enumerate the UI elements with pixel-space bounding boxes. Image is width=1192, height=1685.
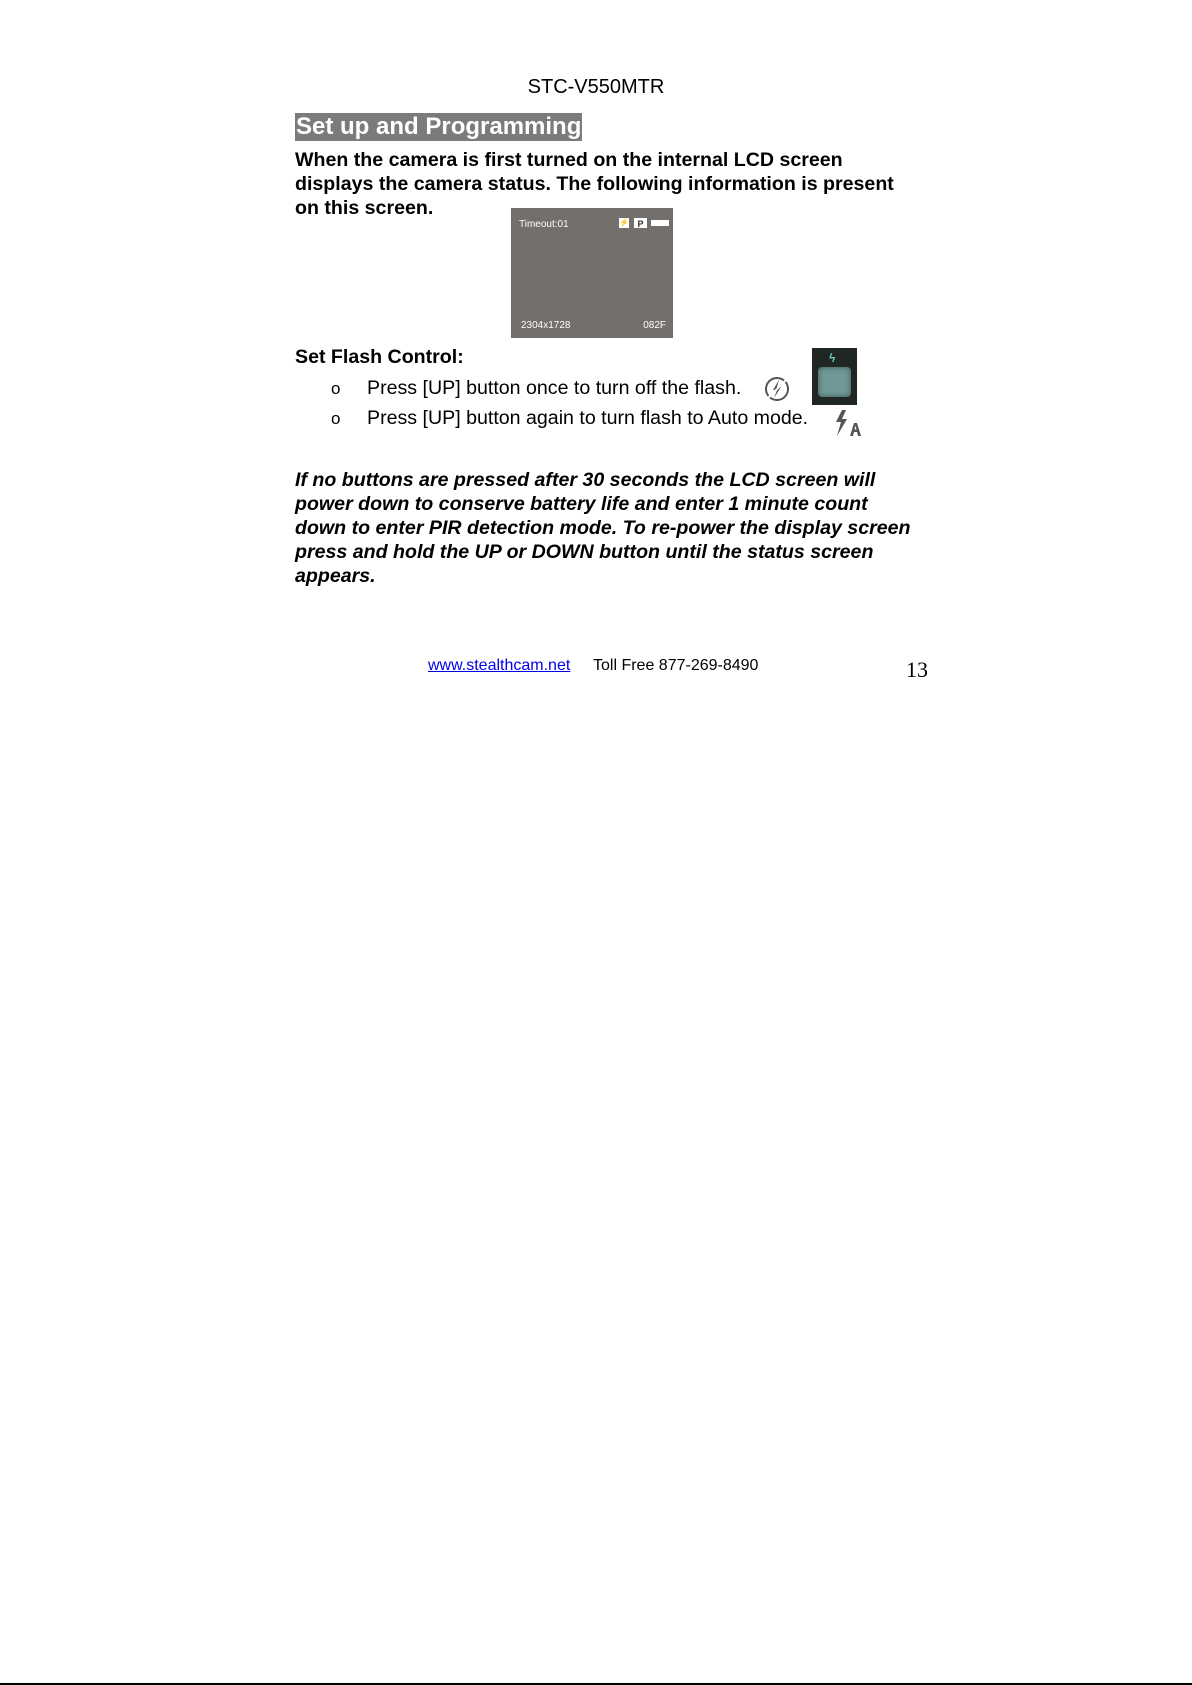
lcd-status-screen <box>511 208 673 338</box>
battery-icon <box>651 220 669 226</box>
website-link[interactable]: www.stealthcam.net <box>428 657 571 674</box>
up-button-face <box>818 367 851 397</box>
lcd-temperature: 082F <box>643 320 666 331</box>
flash-auto-mini-icon: ⚡ <box>619 218 629 227</box>
intro-paragraph: When the camera is first turned on the internal LCD screen displays the camera status. The following information is present on this screen. <box>295 149 894 219</box>
bullet-mark: o <box>331 379 341 398</box>
list-item-text: Press [UP] button again to turn flash to Auto mode. <box>367 407 809 429</box>
photo-mode-icon: P <box>634 218 647 228</box>
list-item <box>331 407 808 430</box>
up-button-icon <box>812 348 857 405</box>
list-item-text: Press [UP] button once to turn off the flash. <box>367 377 742 399</box>
lcd-resolution: 2304x1728 <box>521 320 571 331</box>
lcd-timeout: Timeout:01 <box>519 219 569 230</box>
flash-glyph-icon: ϟ <box>829 351 836 365</box>
toll-free-phone: Toll Free 877-269-8490 <box>593 657 759 674</box>
flash-control-heading: Set Flash Control: <box>295 346 464 368</box>
power-down-note: If no buttons are pressed after 30 seconds the LCD screen will power down to conserve battery life and enter 1 minute count down to enter PIR detection mode. To re-power the display screen press and hold the UP or DOWN button until the status screen appears. <box>295 469 911 587</box>
section-title: Set up and Programming <box>296 113 582 140</box>
list-item <box>331 377 741 400</box>
page-number: 13 <box>906 657 928 682</box>
page-header-model: STC-V550MTR <box>527 76 665 98</box>
flash-off-icon <box>764 376 790 402</box>
bullet-mark: o <box>331 409 341 428</box>
flash-auto-icon <box>833 409 863 437</box>
